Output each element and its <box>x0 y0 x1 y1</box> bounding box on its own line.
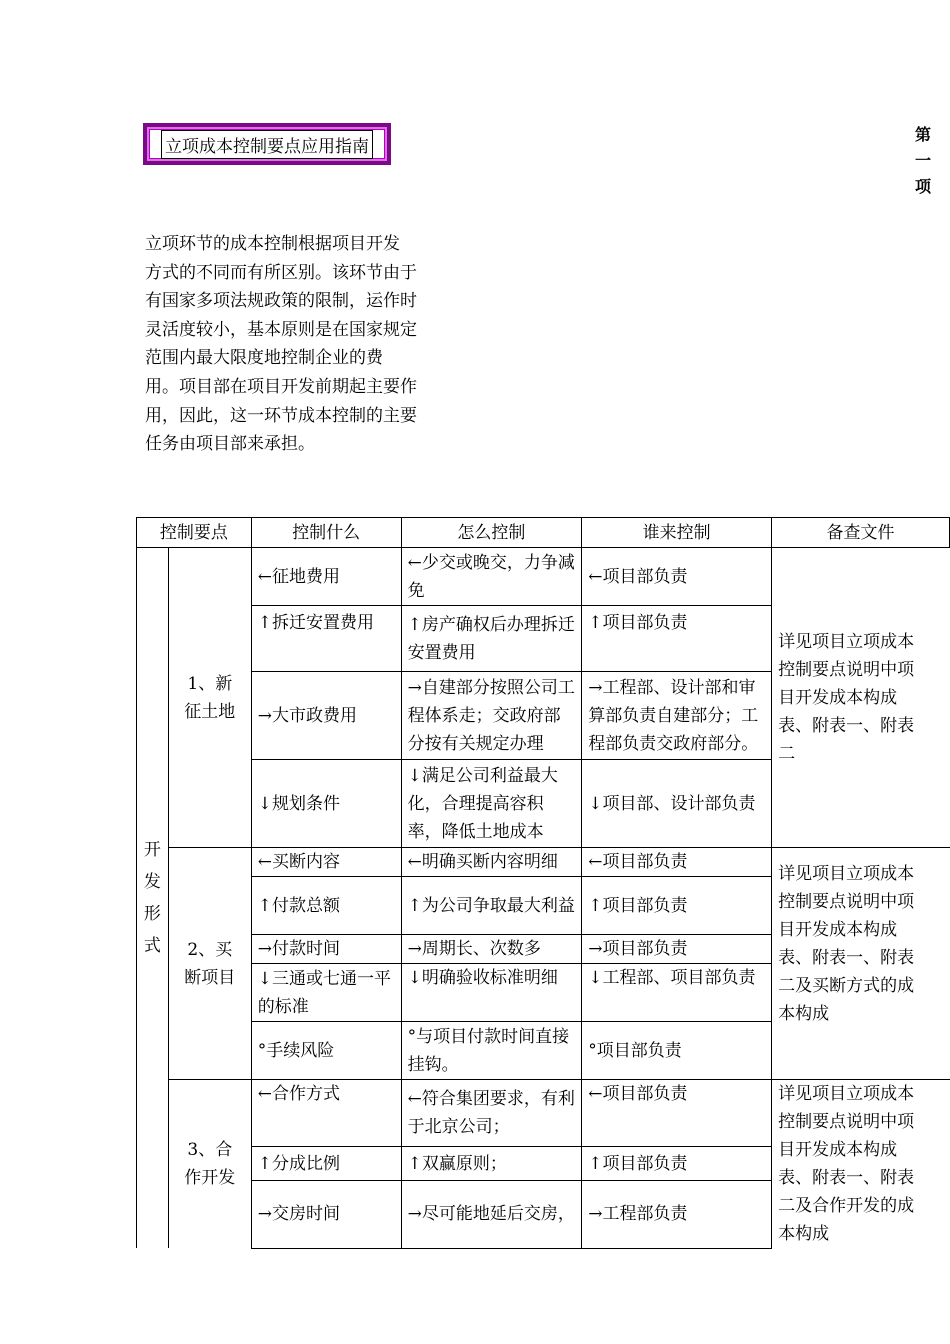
who-cell: ↑项目部负责 <box>582 606 772 672</box>
what-cell: ↑分成比例 <box>251 1147 401 1181</box>
control-table <box>136 517 950 1249</box>
reference-cell: 详见项目立项成本控制要点说明中项目开发成本构成表、附表一、附表二 <box>772 548 950 848</box>
table-row <box>137 848 950 877</box>
header-how: 怎么控制 <box>401 518 582 548</box>
intro-line: 用，因此，这一环节成本控制的主要 <box>145 405 417 426</box>
who-cell: ↑项目部负责 <box>582 877 772 935</box>
intro-line: 范围内最大限度地控制企业的费 <box>145 348 383 369</box>
table-row <box>137 548 950 606</box>
who-cell: →工程部、设计部和审算部负责自建部分；工程部负责交政府部分。 <box>582 672 772 760</box>
intro-line: 立项环节的成本控制根据项目开发 <box>145 234 400 254</box>
category-label: 1、新征土地 <box>168 548 251 848</box>
header-who: 谁来控制 <box>582 518 772 548</box>
who-cell: →项目部负责 <box>582 935 772 964</box>
what-cell: ↓三通或七通一平的标准 <box>251 964 401 1022</box>
intro-line: 方式的不同而有所区别。该环节由于 <box>145 262 417 283</box>
who-cell: ←项目部负责 <box>582 1080 772 1147</box>
category-label: 2、买断项目 <box>168 848 251 1080</box>
how-cell: ↑房产确权后办理拆迁安置费用 <box>401 606 582 672</box>
how-cell: ↓明确验收标准明细 <box>401 964 582 1022</box>
header-reference: 备查文件 <box>772 518 950 548</box>
how-cell: →自建部分按照公司工程体系走；交政府部分按有关规定办理 <box>401 672 582 760</box>
side-heading <box>910 122 936 200</box>
intro-line: 有国家多项法规政策的限制，运作时 <box>145 291 417 312</box>
what-cell: ↑拆迁安置费用 <box>251 606 401 672</box>
table-row <box>137 1080 950 1147</box>
who-cell: ↓项目部、设计部负责 <box>582 760 772 848</box>
what-cell: ←征地费用 <box>251 548 401 606</box>
intro-line: 用。项目部在项目开发前期起主要作 <box>145 376 417 397</box>
how-cell: →尽可能地延后交房， <box>401 1181 582 1248</box>
intro-paragraph <box>145 230 449 459</box>
who-cell: ↓工程部、项目部负责 <box>582 964 772 1022</box>
page-title: 立项成本控制要点应用指南 <box>161 130 373 159</box>
how-cell: ←明确买断内容明细 <box>401 848 582 877</box>
what-cell: ←合作方式 <box>251 1080 401 1147</box>
who-cell: °项目部负责 <box>582 1022 772 1080</box>
how-cell: ↑为公司争取最大利益 <box>401 877 582 935</box>
who-cell: ←项目部负责 <box>582 548 772 606</box>
group-label-cell <box>137 548 169 1249</box>
how-cell: →周期长、次数多 <box>401 935 582 964</box>
how-cell: ↓满足公司利益最大化，合理提高容积率，降低土地成本 <box>401 760 582 848</box>
who-cell: ↑项目部负责 <box>582 1147 772 1181</box>
title-box <box>143 123 391 165</box>
how-cell: ←少交或晚交，力争减免 <box>401 548 582 606</box>
what-cell: ↑付款总额 <box>251 877 401 935</box>
table-header-row <box>137 518 950 548</box>
header-control-points: 控制要点 <box>137 518 252 548</box>
who-cell: ←项目部负责 <box>582 848 772 877</box>
what-cell: →交房时间 <box>251 1181 401 1248</box>
group-label: 开发形式 <box>143 840 161 956</box>
how-cell: °与项目付款时间直接挂钩。 <box>401 1022 582 1080</box>
what-cell: →付款时间 <box>251 935 401 964</box>
intro-line: 任务由项目部来承担。 <box>145 434 315 455</box>
header-what: 控制什么 <box>251 518 401 548</box>
side-heading-char: 一 <box>914 151 931 170</box>
what-cell: →大市政费用 <box>251 672 401 760</box>
what-cell: ←买断内容 <box>251 848 401 877</box>
reference-cell: 详见项目立项成本控制要点说明中项目开发成本构成表、附表一、附表二及合作开发的成本构成 <box>772 1080 950 1249</box>
side-heading-char: 项 <box>914 177 931 196</box>
who-cell: →工程部负责 <box>582 1181 772 1248</box>
intro-line: 灵活度较小，基本原则是在国家规定 <box>145 319 417 340</box>
how-cell: ↑双赢原则； <box>401 1147 582 1181</box>
what-cell: ↓规划条件 <box>251 760 401 848</box>
category-label: 3、合作开发 <box>168 1080 251 1249</box>
side-heading-char: 第 <box>914 125 931 144</box>
how-cell: ←符合集团要求，有利于北京公司； <box>401 1080 582 1147</box>
reference-cell: 详见项目立项成本控制要点说明中项目开发成本构成表、附表一、附表二及买断方式的成本构成 <box>772 848 950 1080</box>
what-cell: °手续风险 <box>251 1022 401 1080</box>
